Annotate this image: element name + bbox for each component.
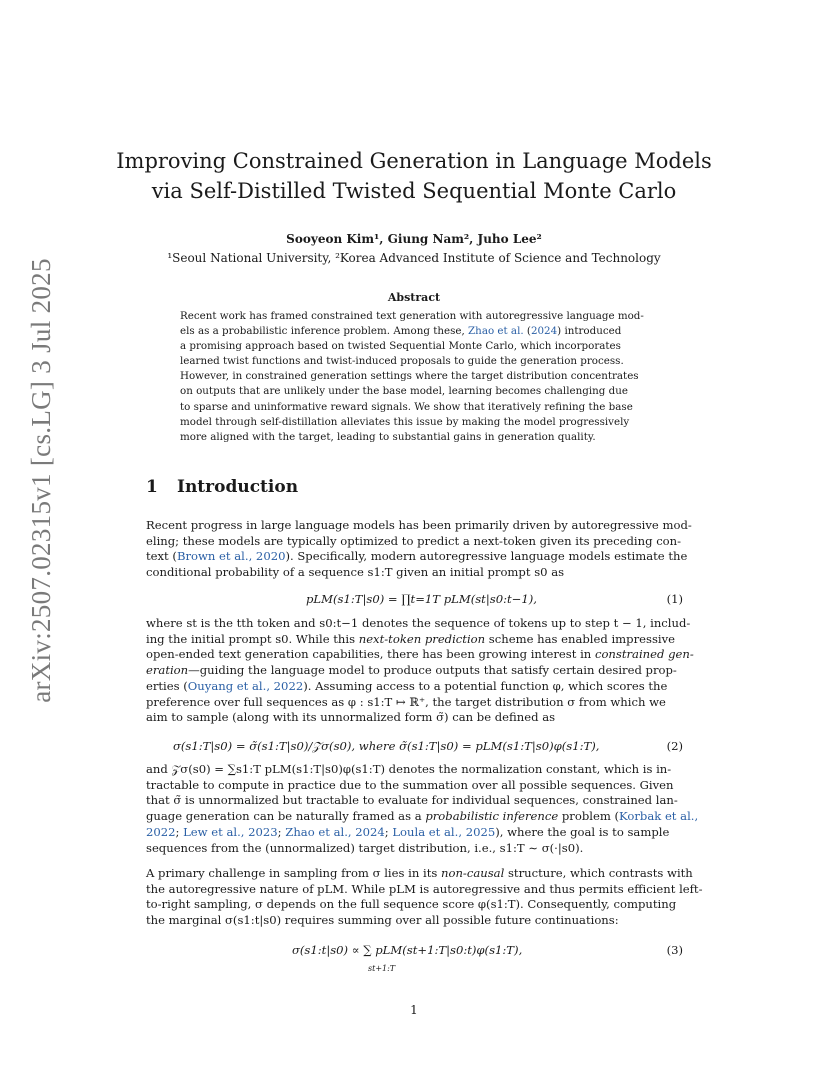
abstract-line: to sparse and uninformative reward signals. We show that iteratively refining the base	[180, 400, 633, 413]
text-run: ;	[384, 824, 393, 839]
text-run: ). Assuming access to a potential function φ, which scores the	[303, 678, 668, 693]
emphasis: eration	[146, 663, 189, 678]
equation-3	[146, 943, 683, 977]
text-run: ;	[277, 824, 286, 839]
citation-link[interactable]: Brown et al., 2020	[176, 549, 286, 564]
abstract-line: learned twist functions and twist-induced proposals to guide the generation process.	[180, 355, 624, 368]
abstract-line: a promising approach based on twisted Sequential Monte Carlo, which incorporates	[180, 340, 621, 353]
citation-link[interactable]: Zhao et al.	[468, 325, 524, 338]
text-run: ), where the goal is to sample	[495, 824, 670, 839]
emphasis: next-token prediction	[358, 631, 486, 646]
text-line: tractable to compute in practice due to the summation over all possible sequences. Given	[146, 777, 674, 792]
text-run: ;	[175, 824, 184, 839]
emphasis: constrained gen-	[594, 647, 694, 662]
text-run: text (	[146, 549, 177, 564]
text-line: conditional probability of a sequence s1:T given an initial prompt s0 as	[146, 565, 565, 580]
paragraph-1	[146, 518, 692, 581]
citation-link[interactable]: 2024	[530, 325, 558, 338]
emphasis: probabilistic inference	[425, 809, 559, 824]
section-number: 1	[146, 477, 158, 497]
citation-link[interactable]: Lew et al., 2023	[183, 824, 278, 839]
text-line	[146, 663, 683, 679]
text-line: Recent progress in large language models has been primarily driven by autoregressive mod-	[146, 518, 692, 532]
abstract-line: However, in constrained generation settings where the target distribution concentrates	[180, 370, 639, 383]
text-line	[146, 679, 683, 695]
text-run: scheme has enabled impressive	[485, 631, 676, 646]
affiliations: ¹Seoul National University, ²Korea Advanced Institute of Science and Technology	[167, 251, 661, 265]
abstract-line	[180, 324, 648, 339]
paragraph-2	[146, 616, 694, 726]
text-line: where st is the tth token and s0:t−1 denotes the sequence of tokens up to step t − 1, includ-	[146, 616, 691, 630]
text-run: problem (	[558, 809, 620, 824]
text-line: preference over full sequences as φ : s1:T ↦ ℝ⁺, the target distribution σ from which we	[146, 694, 666, 709]
paragraph-4	[146, 866, 703, 929]
abstract-text-run: els as a probabilistic inference problem. Among these,	[180, 325, 469, 338]
citation-link[interactable]: Loula et al., 2025	[392, 824, 496, 839]
arxiv-identifier: arXiv:2507.02315v1 [cs.LG] 3 Jul 2025	[25, 257, 56, 703]
citation-link[interactable]: Korbak et al.,	[619, 809, 699, 824]
abstract-line: more aligned with the target, leading to substantial gains in generation quality.	[180, 430, 596, 443]
equation-expression: σ(s1:T|s0) = σ̃(s1:T|s0)/𝒵σ(s0), where σ̃(s1:T|s0) = pLM(s1:T|s0)φ(s1:T),	[173, 739, 600, 753]
equation-number: (2)	[666, 739, 683, 753]
citation-link[interactable]: Zhao et al., 2024	[285, 824, 385, 839]
abstract-heading: Abstract	[387, 291, 441, 304]
text-run: ing the initial prompt s0. While this	[146, 631, 359, 646]
citation-link[interactable]: Ouyang et al., 2022	[187, 678, 304, 693]
text-run: erties (	[146, 678, 188, 693]
text-line	[146, 549, 688, 565]
text-run: —guiding the language model to produce outputs that satisfy certain desired prop-	[188, 663, 677, 678]
page-number: 1	[410, 1003, 418, 1017]
title-line-1: Improving Constrained Generation in Language Models	[116, 149, 712, 173]
text-run: guage generation can be naturally framed as a	[146, 809, 426, 824]
text-run: ). Specifically, modern autoregressive language models estimate the	[285, 549, 688, 564]
abstract-line: on outputs that are unlikely under the base model, learning becomes challenging due	[180, 385, 628, 398]
abstract-text-run: (	[523, 325, 531, 338]
text-line	[146, 866, 693, 882]
author-list: Sooyeon Kim¹, Giung Nam², Juho Lee²	[286, 232, 542, 246]
summation-index: st+1:T	[368, 964, 396, 973]
equation-number: (3)	[666, 943, 683, 957]
text-line	[146, 809, 699, 825]
paper-title	[100, 146, 728, 206]
text-run: open-ended text generation capabilities, there has been growing interest in	[146, 647, 595, 662]
abstract-line: model through self-distillation alleviates this issue by making the model progressively	[180, 415, 630, 428]
text-run: structure, which contrasts with	[504, 866, 693, 880]
text-line	[146, 825, 683, 841]
text-line	[146, 647, 694, 663]
equation-number: (1)	[666, 592, 683, 606]
section-title: Introduction	[177, 477, 299, 497]
paragraph-3	[146, 762, 699, 856]
title-line-2: via Self-Distilled Twisted Sequential Monte Carlo	[151, 179, 677, 203]
emphasis: non-causal	[441, 866, 505, 880]
text-line: the autoregressive nature of pLM. While pLM is autoregressive and thus permits efficient left-	[146, 881, 703, 896]
text-line: and 𝒵σ(s0) = ∑s1:T pLM(s1:T|s0)φ(s1:T) denotes the normalization constant, which is in-	[146, 762, 672, 776]
equation-2	[146, 739, 683, 757]
text-line: to-right sampling, σ depends on the full sequence score φ(s1:T). Consequently, computing	[146, 897, 677, 912]
abstract-text	[180, 309, 648, 445]
text-line	[146, 632, 683, 648]
equation-1	[146, 592, 683, 610]
text-line: the marginal σ(s1:t|s0) requires summing over all possible future continuations:	[146, 913, 619, 928]
abstract-text-run: ) introduced	[557, 325, 622, 338]
arxiv-stamp	[18, 257, 64, 703]
equation-expression: σ(s1:t|s0) ∝ ∑ pLM(st+1:T|s0:t)φ(s1:T),	[292, 943, 523, 957]
abstract-line: Recent work has framed constrained text generation with autoregressive language mod-	[180, 310, 644, 322]
text-line: eling; these models are typically optimized to predict a next-token given its preceding con-	[146, 533, 682, 548]
text-line: sequences from the (unnormalized) target distribution, i.e., s1:T ∼ σ(·|s0).	[146, 840, 584, 855]
equation-expression: pLM(s1:T|s0) = ∏t=1T pLM(st|s0:t−1),	[306, 592, 537, 606]
text-line: aim to sample (along with its unnormalized form σ̃) can be defined as	[146, 710, 556, 725]
citation-link[interactable]: 2022	[146, 824, 176, 839]
text-line: that σ̃ is unnormalized but tractable to evaluate for individual sequences, constrained lan-	[146, 793, 678, 808]
text-run: A primary challenge in sampling from σ lies in its	[146, 866, 441, 880]
section-heading	[146, 477, 298, 497]
